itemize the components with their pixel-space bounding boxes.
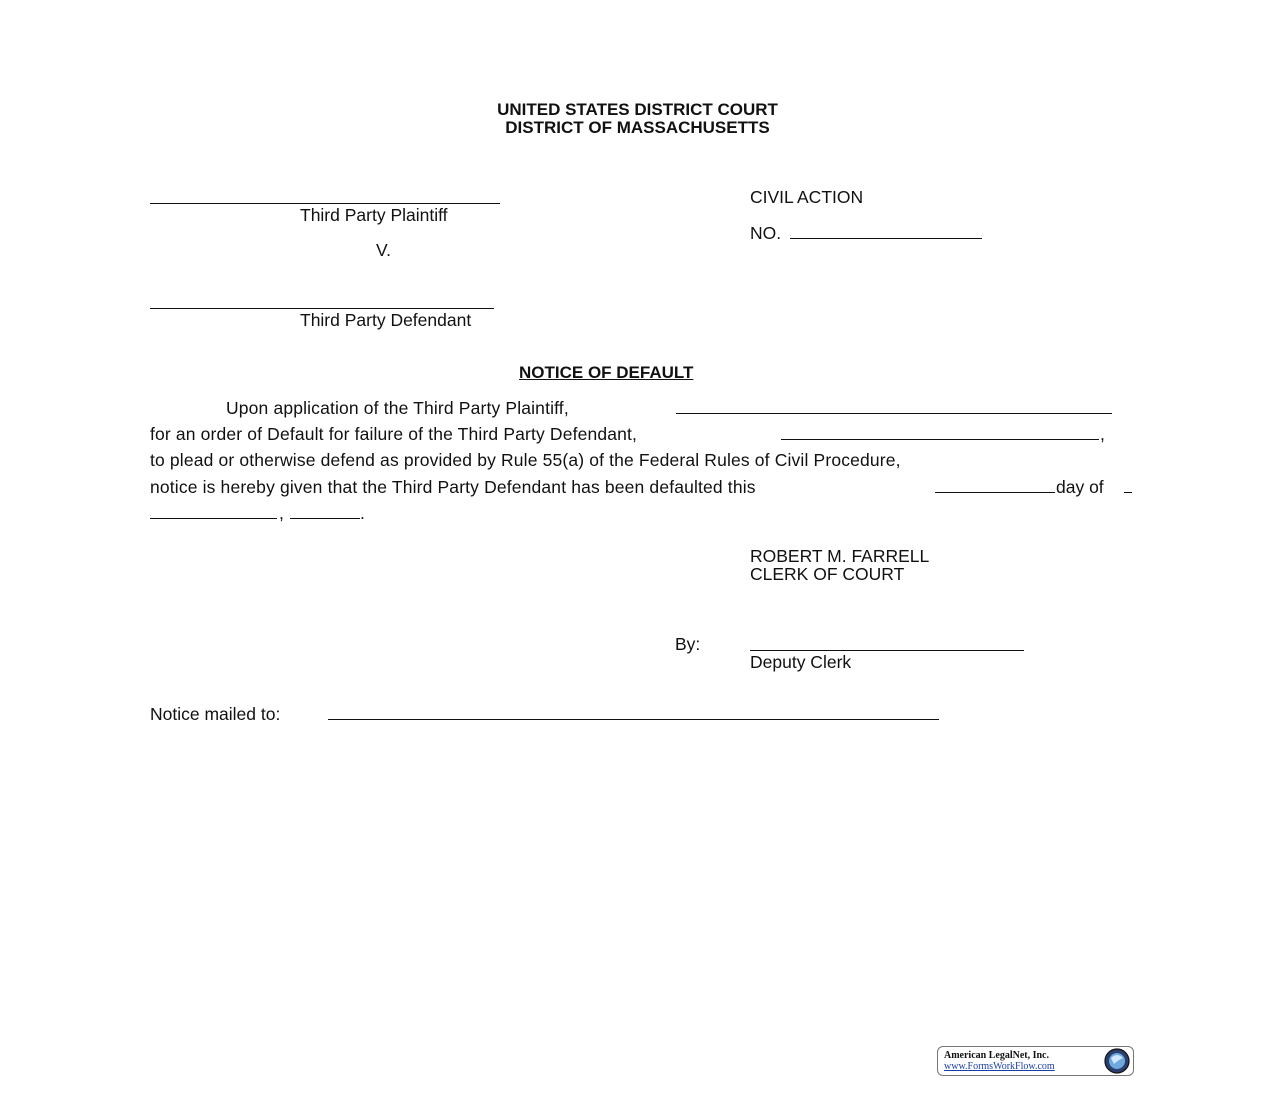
deputy-signature-line[interactable] xyxy=(750,650,1024,651)
notice-mailed-line[interactable] xyxy=(328,719,939,720)
plaintiff-label: Third Party Plaintiff xyxy=(300,205,448,225)
case-number-label: NO. xyxy=(750,223,782,243)
plaintiff-applicant-line[interactable] xyxy=(676,413,1112,414)
company-name: American LegalNet, Inc. xyxy=(944,1050,1049,1061)
body-line-4 xyxy=(150,477,756,498)
clerk-title: CLERK OF COURT xyxy=(750,564,905,584)
notice-mailed-label: Notice mailed to: xyxy=(150,704,281,724)
defendant-label: Third Party Defendant xyxy=(300,310,472,330)
body-line-2 xyxy=(150,424,637,445)
company-logo[interactable] xyxy=(937,1046,1134,1076)
day-of-label: day of xyxy=(1056,477,1104,497)
defendant-failed-line[interactable] xyxy=(781,439,1099,440)
clerk-name: ROBERT M. FARRELL xyxy=(750,546,930,566)
body-line-2-comma: , xyxy=(1100,424,1105,444)
default-month-line[interactable] xyxy=(150,518,277,519)
default-year-line[interactable] xyxy=(290,518,360,519)
case-number-line[interactable] xyxy=(790,238,982,239)
body-line-3: to plead or otherwise defend as provided by Rule 55(a) of the Federal Rules of Civil Procedure, xyxy=(150,450,901,470)
deputy-clerk-label: Deputy Clerk xyxy=(750,652,852,672)
civil-action-label: CIVIL ACTION xyxy=(750,187,864,207)
default-month-line-start[interactable] xyxy=(1124,492,1132,493)
versus-label: V. xyxy=(376,240,391,260)
notice-title: NOTICE OF DEFAULT xyxy=(519,363,694,382)
body-line-1-text: Upon application of the Third Party Plaintiff, xyxy=(226,398,569,418)
body-line-1 xyxy=(226,398,569,419)
default-day-line[interactable] xyxy=(935,492,1055,493)
plaintiff-name-line[interactable] xyxy=(150,203,500,204)
body-line-2-text: for an order of Default for failure of the Third Party Defendant, xyxy=(150,424,638,444)
date-period: . xyxy=(360,503,365,523)
court-district: DISTRICT OF MASSACHUSETTS xyxy=(505,118,770,137)
date-comma: , xyxy=(279,503,284,523)
by-label: By: xyxy=(675,634,701,654)
body-line-4-text: notice is hereby given that the Third Party Defendant has been defaulted this xyxy=(150,477,756,497)
globe-icon xyxy=(1104,1048,1130,1074)
court-name: UNITED STATES DISTRICT COURT xyxy=(497,100,778,119)
defendant-name-line[interactable] xyxy=(150,308,494,309)
company-url[interactable]: www.FormsWorkFlow.com xyxy=(944,1061,1055,1072)
